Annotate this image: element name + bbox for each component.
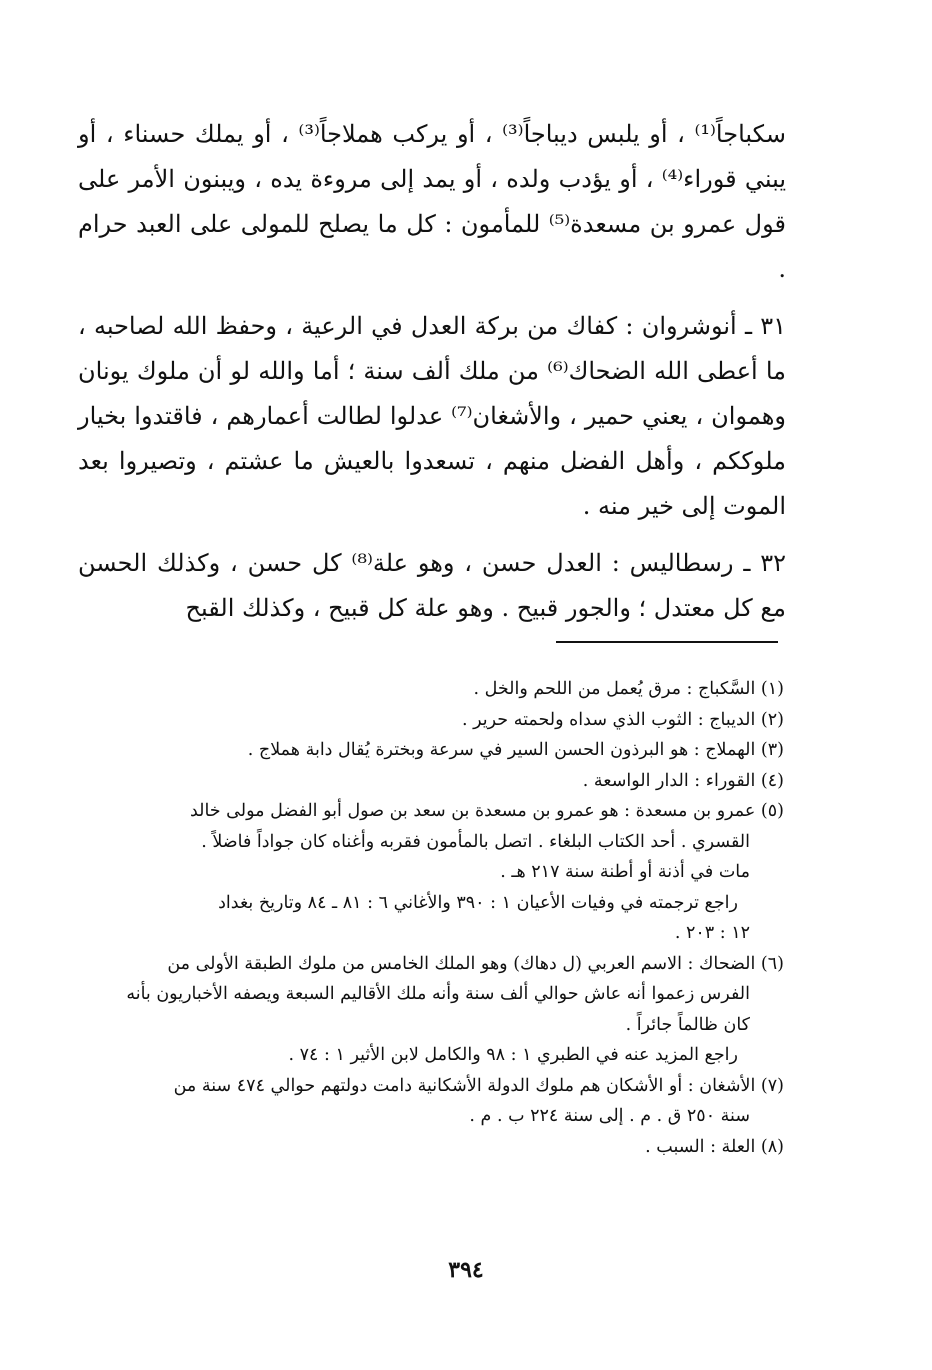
footnote-4: (٤) القوراء : الدار الواسعة . (582, 770, 784, 791)
footnote-7-line-2: سنة ٢٥٠ ق . م . إلى سنة ٢٢٤ ب . م . (469, 1106, 750, 1126)
footnote-7-line-1: (٧) الأشغان : أو الأشكان هم ملوك الدولة الأشكانية دامت دولتهم حوالي ٤٧٤ سنة من (173, 1075, 784, 1096)
footnote-3: (٣) الهملاج : هو البرذون الحسن السير في سرعة وبخترة يُقال دابة هملاج . (247, 740, 784, 760)
footnote-5-line-2: القسري . أحد الكتاب البلغاء . اتصل بالمأمون فقربه وأغناه كان جواداً فاضلاً . (201, 831, 750, 852)
footnote-6-line-1: (٦) الضحاك : الاسم العربي (ل دهاك) وهو الملك الخامس من ملوك الطبقة الأولى من (167, 953, 784, 974)
footnote-5-line-1: (٥) عمرو بن مسعدة : هو عمرو بن مسعدة بن سعد بن صول أبو الفضل مولى خالد (189, 801, 784, 821)
footnote-8: (٨) العلة : السبب . (645, 1136, 784, 1157)
footnotes (78, 674, 784, 1162)
paragraph-32-aristotle: ٣٢ ـ رسطاليس : العدل حسن ، وهو علة⁽⁸⁾ كل حسن ، وكذلك الحسن مع كل معتدل ؛ والجور قبيح . وهو علة كل قبيح ، وكذلك القبح (78, 549, 786, 622)
footnote-6-line-3: كان ظالماً جائراً . (625, 1014, 750, 1035)
footnote-1: (١) السَّكباج : مرق يُعمل من اللحم والخل . (473, 679, 784, 699)
paragraph-31-anushirvan: ٣١ ـ أنوشروان : كفاك من بركة العدل في الرعية ، وحفظ الله لصاحبه ، ما أعطى الله الضحاك⁽⁶⁾ من ملك ألف سنة ؛ أما والله لو أن ملوك يونان وهموان ، يعني حمير ، والأشغان⁽⁷⁾ عدلوا لطالت أعمارهم ، فاقتدوا بخيار ملوككم ، وأهل الفضل منهم ، تسعدوا بالعيش ما عشتم ، وتصيروا بعد الموت إلى خير منه . (78, 312, 787, 520)
footnote-5-reference-line-2: ١٢ : ٢٠٣ . (674, 923, 750, 943)
footnote-6-reference: راجع المزيد عنه في الطبري ١ : ٩٨ والكامل لابن الأثير ١ : ٧٤ . (288, 1045, 738, 1065)
main-text (78, 112, 786, 631)
footnote-5-reference-line-1: راجع ترجمته في وفيات الأعيان ١ : ٣٩٠ والأغاني ٦ : ٨١ ـ ٨٤ وتاريخ بغداد (218, 892, 738, 913)
footnote-5-line-3: مات في أذنة أو أطنة سنة ٢١٧ هـ . (500, 862, 750, 882)
footnote-2: (٢) الديباج : الثوب الذي سداه ولحمته حرير . (462, 709, 784, 730)
paragraph-continuation: سكباجاً⁽¹⁾ ، أو يلبس ديباجاً⁽³⁾ ، أو يركب هملاجاً⁽³⁾ ، أو يملك حسناء ، أو يبني قوراء⁽⁴⁾ ، أو يؤدب ولده ، أو يمد إلى مروءة يده ، ويبنون الأمر على قول عمرو بن مسعدة⁽⁵⁾ للمأمون : كل ما يصلح للمولى على العبد حرام . (78, 120, 787, 283)
footnote-separator (556, 641, 778, 643)
footnote-6-line-2: الفرس زعموا أنه عاش حوالي ألف سنة وأنه ملك الأقاليم السبعة ويصفه الأخباريون بأنه (126, 984, 750, 1004)
page-number: ٣٩٤ (448, 1257, 484, 1283)
